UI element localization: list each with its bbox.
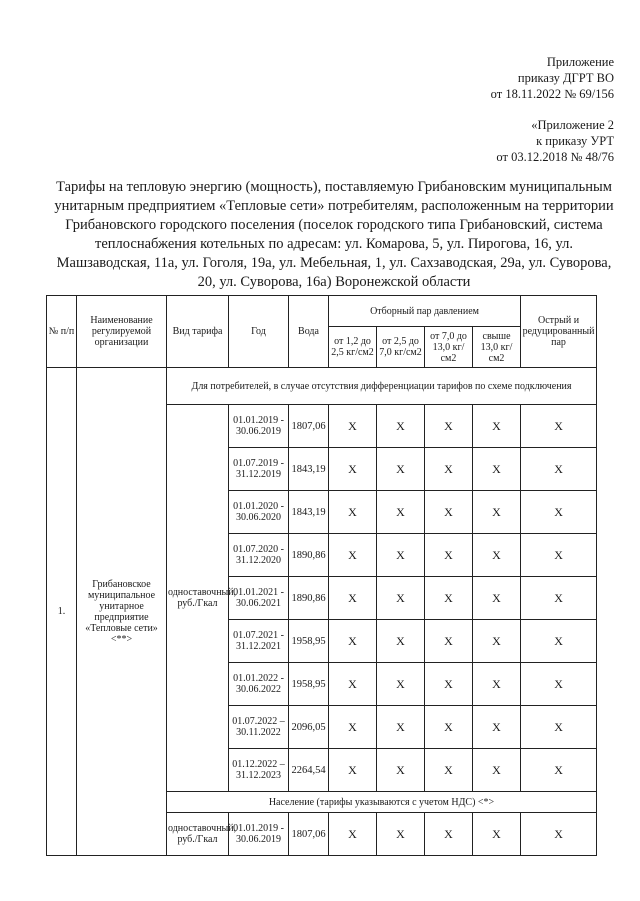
steam-tariff-cell: X <box>473 405 521 448</box>
period-cell: 01.01.2022 - 30.06.2022 <box>229 663 289 706</box>
header-sharp-steam: Острый и редуцированный пар <box>521 296 597 368</box>
steam-tariff-cell: X <box>425 706 473 749</box>
steam-tariff-cell: X <box>329 577 377 620</box>
steam-tariff-cell: X <box>425 577 473 620</box>
water-tariff-cell: 1843,19 <box>289 491 329 534</box>
period-cell: 01.07.2022 – 30.11.2022 <box>229 706 289 749</box>
water-tariff-cell: 1890,86 <box>289 534 329 577</box>
steam-tariff-cell: X <box>425 534 473 577</box>
steam-tariff-cell: X <box>521 706 597 749</box>
steam-tariff-cell: X <box>425 405 473 448</box>
water-tariff-cell: 1958,95 <box>289 663 329 706</box>
approval-header <box>491 54 614 102</box>
steam-tariff-cell: X <box>377 491 425 534</box>
steam-tariff-cell: X <box>329 534 377 577</box>
header-org: Наименование регулируемой организации <box>77 296 167 368</box>
section-title: Население (тарифы указываются с учетом НДС) <*> <box>167 792 597 813</box>
period-cell: 01.07.2021 - 31.12.2021 <box>229 620 289 663</box>
header-type: Вид тарифа <box>167 296 229 368</box>
header-pressure-3: от 7,0 до 13,0 кг/см2 <box>425 327 473 368</box>
steam-tariff-cell: X <box>473 577 521 620</box>
steam-tariff-cell: X <box>329 663 377 706</box>
tariff-table <box>46 295 597 856</box>
steam-tariff-cell: X <box>329 813 377 856</box>
steam-tariff-cell: X <box>473 448 521 491</box>
header-pressure-2: от 2,5 до 7,0 кг/см2 <box>377 327 425 368</box>
steam-tariff-cell: X <box>473 706 521 749</box>
steam-tariff-cell: X <box>329 706 377 749</box>
steam-tariff-cell: X <box>521 405 597 448</box>
steam-tariff-cell: X <box>377 749 425 792</box>
steam-tariff-cell: X <box>329 749 377 792</box>
steam-tariff-cell: X <box>377 620 425 663</box>
period-cell: 01.07.2019 - 31.12.2019 <box>229 448 289 491</box>
steam-tariff-cell: X <box>473 534 521 577</box>
water-tariff-cell: 1807,06 <box>289 405 329 448</box>
period-cell: 01.07.2020 - 31.12.2020 <box>229 534 289 577</box>
steam-tariff-cell: X <box>521 534 597 577</box>
period-cell: 01.01.2019 - 30.06.2019 <box>229 813 289 856</box>
steam-tariff-cell: X <box>425 813 473 856</box>
steam-tariff-cell: X <box>473 813 521 856</box>
steam-tariff-cell: X <box>377 534 425 577</box>
steam-tariff-cell: X <box>473 491 521 534</box>
steam-tariff-cell: X <box>473 620 521 663</box>
water-tariff-cell: 1890,86 <box>289 577 329 620</box>
tariff-type: одноставочный, руб./Гкал <box>167 813 229 856</box>
header-year: Год <box>229 296 289 368</box>
header-water: Вода <box>289 296 329 368</box>
steam-tariff-cell: X <box>377 706 425 749</box>
steam-tariff-cell: X <box>377 813 425 856</box>
period-cell: 01.12.2022 – 31.12.2023 <box>229 749 289 792</box>
period-cell: 01.01.2021 - 30.06.2021 <box>229 577 289 620</box>
header-pressure-4: свыше 13,0 кг/см2 <box>473 327 521 368</box>
row-number: 1. <box>47 368 77 856</box>
steam-tariff-cell: X <box>329 405 377 448</box>
steam-tariff-cell: X <box>329 620 377 663</box>
steam-tariff-cell: X <box>377 663 425 706</box>
steam-tariff-cell: X <box>425 749 473 792</box>
steam-tariff-cell: X <box>521 813 597 856</box>
reference-header <box>496 117 614 165</box>
period-cell: 01.01.2020 - 30.06.2020 <box>229 491 289 534</box>
steam-tariff-cell: X <box>377 577 425 620</box>
organization-name: Грибановское муниципальное унитарное предприятие «Тепловые сети» <**> <box>77 368 167 856</box>
steam-tariff-cell: X <box>521 577 597 620</box>
steam-tariff-cell: X <box>521 663 597 706</box>
steam-tariff-cell: X <box>521 491 597 534</box>
period-cell: 01.01.2019 - 30.06.2019 <box>229 405 289 448</box>
water-tariff-cell: 2096,05 <box>289 706 329 749</box>
header-steam-group: Отборный пар давлением <box>329 296 521 327</box>
water-tariff-cell: 1843,19 <box>289 448 329 491</box>
approval-header-line: приказу ДГРТ ВО <box>517 71 614 85</box>
steam-tariff-cell: X <box>425 620 473 663</box>
steam-tariff-cell: X <box>425 448 473 491</box>
steam-tariff-cell: X <box>521 620 597 663</box>
header-pressure-1: от 1,2 до 2,5 кг/см2 <box>329 327 377 368</box>
section-title: Для потребителей, в случае отсутствия дифференциации тарифов по схеме подключения <box>167 368 597 405</box>
steam-tariff-cell: X <box>521 448 597 491</box>
steam-tariff-cell: X <box>473 749 521 792</box>
steam-tariff-cell: X <box>425 663 473 706</box>
approval-header-line: Приложение <box>546 55 614 69</box>
steam-tariff-cell: X <box>377 405 425 448</box>
steam-tariff-cell: X <box>473 663 521 706</box>
steam-tariff-cell: X <box>329 448 377 491</box>
document-title: Тарифы на тепловую энергию (мощность), поставляемую Грибановским муниципальным унитарным предприятием «Тепловые сети» потребителям, расположенным на территории Грибановского городского поселения (поселок городского типа Грибановский, система теплоснабжения котельных по адресам: ул. Комарова, 5, ул. Пирогова, 16, ул. Машзаводская, 11а, ул. Гоголя, 19а, ул. Мебельная, 1, ул. Сахзаводская, 29а, ул. Суворова, 20, ул. Суворова, 16а) Воронежской области <box>54 179 614 290</box>
water-tariff-cell: 1958,95 <box>289 620 329 663</box>
reference-header-line: к приказу УРТ <box>536 134 614 148</box>
reference-header-line: от 03.12.2018 № 48/76 <box>496 150 614 164</box>
steam-tariff-cell: X <box>329 491 377 534</box>
tariff-type: одноставочный, руб./Гкал <box>167 405 229 792</box>
approval-header-line: от 18.11.2022 № 69/156 <box>490 87 614 101</box>
steam-tariff-cell: X <box>425 491 473 534</box>
steam-tariff-cell: X <box>377 448 425 491</box>
reference-header-line: «Приложение 2 <box>531 118 614 132</box>
header-num: № п/п <box>47 296 77 368</box>
steam-tariff-cell: X <box>521 749 597 792</box>
water-tariff-cell: 2264,54 <box>289 749 329 792</box>
water-tariff-cell: 1807,06 <box>289 813 329 856</box>
